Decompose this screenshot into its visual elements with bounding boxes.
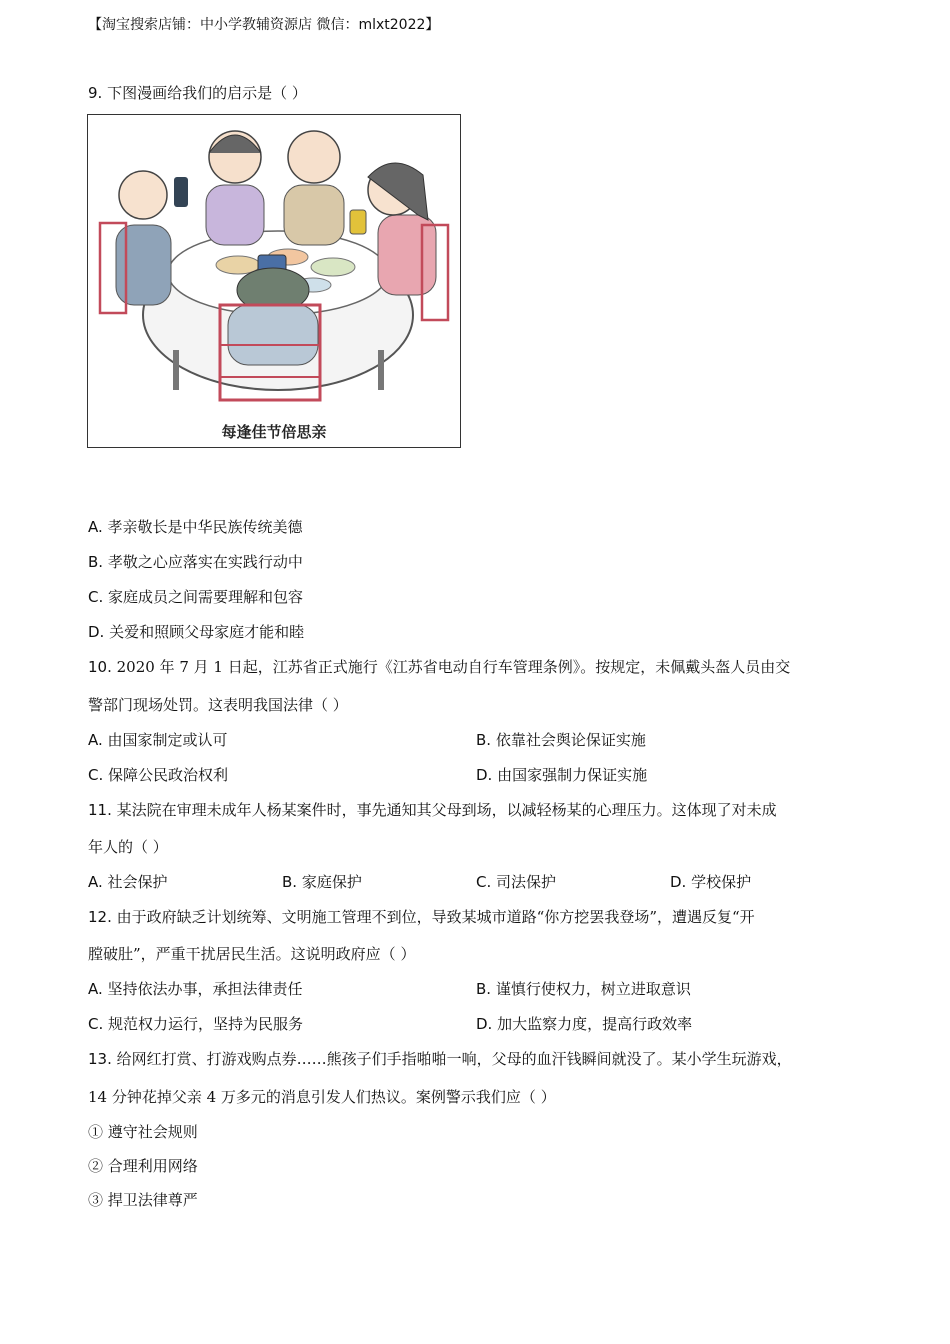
question-12-stem: 12. 由于政府缺乏计划统筹、文明施工管理不到位，导致某城市道路“你方挖罢我登场”，遭遇反复“开 xyxy=(88,908,755,926)
question-12-stem-cont: 膛破肚”，严重干扰居民生活。这说明政府应（ ） xyxy=(88,945,416,963)
option-c: C. 保障公民政治权利 xyxy=(88,766,229,784)
option-a: A. 社会保护 xyxy=(88,873,168,891)
list-item: ① 遵守社会规则 xyxy=(88,1123,198,1141)
option-a: A. 孝亲敬长是中华民族传统美德 xyxy=(88,518,303,536)
cartoon-image xyxy=(87,114,461,448)
option-d: D. 关爱和照顾父母家庭才能和睦 xyxy=(88,623,305,641)
list-item: ③ 捍卫法律尊严 xyxy=(88,1191,198,1209)
option-d: D. 加大监察力度，提高行政效率 xyxy=(476,1015,693,1033)
question-number: 13. xyxy=(88,1050,112,1068)
option-d: D. 学校保护 xyxy=(670,873,752,891)
question-9-stem xyxy=(88,82,307,103)
question-13-stem-cont: 14 分钟花掉父亲 4 万多元的消息引发人们热议。案例警示我们应（ ） xyxy=(88,1088,556,1106)
option-a: A. 坚持依法办事，承担法律责任 xyxy=(88,980,303,998)
question-11-stem-cont: 年人的（ ） xyxy=(88,838,168,856)
question-text: 下图漫画给我们的启示是（ ） xyxy=(107,84,307,102)
page-header: 【淘宝搜索店铺：中小学教辅资源店 微信：mlxt2022】 xyxy=(88,17,440,33)
option-b: B. 谨慎行使权力，树立进取意识 xyxy=(476,980,691,998)
question-number: 10. xyxy=(88,658,112,676)
option-b: B. 依靠社会舆论保证实施 xyxy=(476,731,646,749)
option-c: C. 家庭成员之间需要理解和包容 xyxy=(88,588,304,606)
question-10-stem: 10. 2020 年 7 月 1 日起，江苏省正式施行《江苏省电动自行车管理条例》。按规定，未佩戴头盔人员由交 xyxy=(88,658,791,676)
cartoon-caption: 每逢佳节倍思亲 xyxy=(221,423,327,441)
question-number: 11. xyxy=(88,801,112,819)
option-d: D. 由国家强制力保证实施 xyxy=(476,766,648,784)
question-number: 12. xyxy=(88,908,112,926)
cartoon-drawing xyxy=(88,115,460,415)
option-b: B. 孝敬之心应落实在实践行动中 xyxy=(88,553,303,571)
option-c: C. 规范权力运行，坚持为民服务 xyxy=(88,1015,304,1033)
option-b: B. 家庭保护 xyxy=(282,873,362,891)
question-10-stem-cont: 警部门现场处罚。这表明我国法律（ ） xyxy=(88,696,348,714)
list-item: ② 合理利用网络 xyxy=(88,1157,198,1175)
question-number: 9. xyxy=(88,84,103,102)
question-13-stem: 13. 给网红打赏、打游戏购点券……熊孩子们手指啪啪一响，父母的血汗钱瞬间就没了。某小学生玩游戏， xyxy=(88,1050,792,1068)
question-11-stem: 11. 某法院在审理未成年人杨某案件时，事先通知其父母到场，以减轻杨某的心理压力。这体现了对未成 xyxy=(88,801,777,819)
option-c: C. 司法保护 xyxy=(476,873,557,891)
option-a: A. 由国家制定或认可 xyxy=(88,731,228,749)
